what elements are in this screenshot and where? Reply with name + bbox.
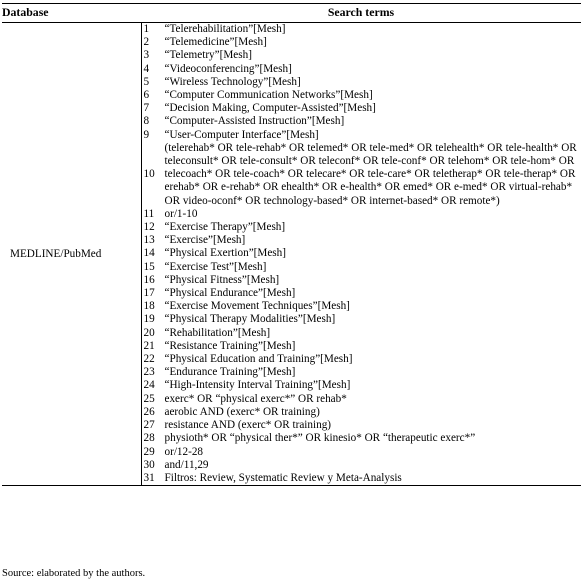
search-term-text: physioth* OR “physical ther*” OR kinesio* OR “therapeutic exerc*” [164, 432, 476, 445]
search-term-number: 16 [143, 273, 155, 286]
search-term-text: “Physical Exertion”[Mesh] [164, 247, 286, 260]
search-term-number: 17 [143, 287, 155, 300]
search-term-number: 15 [143, 260, 155, 273]
search-term-text: “Rehabilitation”[Mesh] [164, 326, 271, 339]
search-term-number: 4 [143, 62, 150, 75]
search-term-row [142, 115, 582, 128]
search-term-row [142, 142, 582, 208]
search-term-text: resistance AND (exerc* OR training) [164, 419, 332, 432]
search-term-row [142, 353, 582, 366]
search-term-text: “User-Computer Interface”[Mesh] [164, 128, 319, 141]
search-term-row [142, 340, 582, 353]
search-term-text: “Wireless Technology”[Mesh] [164, 75, 301, 88]
search-term-text: “Computer-Assisted Instruction”[Mesh] [164, 115, 345, 128]
search-term-number: 30 [143, 458, 155, 471]
search-term-row [142, 432, 582, 445]
search-term-number: 13 [143, 234, 155, 247]
search-terms-list [141, 23, 581, 486]
search-term-text: “Exercise Movement Techniques”[Mesh] [164, 300, 350, 313]
search-term-text: “Physical Education and Training”[Mesh] [164, 353, 353, 366]
search-term-number: 12 [143, 221, 155, 234]
search-term-text: “Resistance Training”[Mesh] [164, 339, 296, 352]
search-term-row [142, 208, 582, 221]
search-term-text: “Physical Fitness”[Mesh] [164, 273, 280, 286]
search-term-text: aerobic AND (exerc* OR training) [164, 405, 320, 418]
search-term-text: “Videoconferencing”[Mesh] [164, 62, 292, 75]
search-term-text: “Physical Endurance”[Mesh] [164, 287, 296, 300]
search-term-row [142, 221, 582, 234]
search-term-number: 14 [143, 247, 155, 260]
search-terms-table [2, 3, 581, 486]
search-term-number: 10 [143, 168, 155, 181]
source-note: Source: elaborated by the authors. [2, 568, 146, 579]
search-term-number: 6 [143, 89, 150, 102]
search-term-row [142, 419, 582, 432]
search-term-row [142, 89, 582, 102]
search-term-number: 7 [143, 102, 150, 115]
search-term-row [142, 23, 582, 36]
search-term-text: “Telemedicine”[Mesh] [164, 36, 267, 49]
search-term-text: (telerehab* OR tele-rehab* OR telemed* OR tele-med* OR telehealth* OR tele-health* OR teleconsult* OR tele-consult* OR teleconf* OR tele-conf* OR telehom* OR tele-hom* OR telecoach* OR tele-coach* OR telecare* OR tele-care* OR teletherap* OR tele-therap* OR erehab* OR e-rehab* OR ehealth* OR e-health* OR emed* OR e-med* OR virtual-rehab* OR video-oconf* OR technology-based* OR internet-based* OR remote*) [164, 141, 577, 207]
search-term-number: 28 [143, 432, 155, 445]
search-term-row [142, 36, 582, 49]
search-term-text: exerc* OR “physical exerc*” OR rehab* [164, 392, 347, 405]
search-term-row [142, 459, 582, 472]
search-term-row [142, 102, 582, 115]
search-term-number: 31 [143, 471, 155, 484]
header-search-terms: Search terms [141, 4, 581, 23]
search-term-number: 18 [143, 300, 155, 313]
search-term-text: or/1-10 [164, 207, 198, 220]
search-term-number: 20 [143, 326, 155, 339]
search-term-row [142, 274, 582, 287]
search-term-row [142, 63, 582, 76]
search-term-number: 11 [143, 207, 155, 220]
search-term-number: 5 [143, 75, 150, 88]
search-term-row [142, 234, 582, 247]
search-term-text: Filtros: Review, Systematic Review y Meta-Analysis [164, 471, 402, 484]
search-term-text: “High-Intensity Interval Training”[Mesh] [164, 379, 351, 392]
header-database: Database [2, 4, 141, 23]
search-term-row [142, 327, 582, 340]
search-term-text: “Decision Making, Computer-Assisted”[Mesh] [164, 102, 376, 115]
search-term-row [142, 129, 582, 142]
search-term-number: 23 [143, 366, 155, 379]
search-term-text: “Exercise Therapy”[Mesh] [164, 221, 286, 234]
search-term-text: “Telerehabilitation”[Mesh] [164, 23, 286, 35]
search-term-text: “Exercise Test”[Mesh] [164, 260, 267, 273]
search-term-number: 21 [143, 339, 155, 352]
table-header-row [2, 4, 581, 23]
search-term-row [142, 379, 582, 392]
search-term-number: 2 [143, 36, 150, 49]
database-name: MEDLINE/PubMed [2, 23, 141, 486]
search-term-row [142, 366, 582, 379]
search-term-row [142, 49, 582, 62]
search-term-number: 19 [143, 313, 155, 326]
search-term-row [142, 472, 582, 485]
search-term-text: “Endurance Training”[Mesh] [164, 366, 296, 379]
search-term-number: 8 [143, 115, 150, 128]
search-term-text: “Exercise”[Mesh] [164, 234, 246, 247]
search-term-row [142, 247, 582, 260]
search-term-row [142, 287, 582, 300]
table-body-row [2, 23, 581, 486]
search-term-row [142, 300, 582, 313]
search-term-text: and/11,29 [164, 458, 209, 471]
search-term-row [142, 406, 582, 419]
search-term-number: 9 [143, 128, 150, 141]
search-term-row [142, 313, 582, 326]
search-term-number: 27 [143, 419, 155, 432]
search-term-number: 29 [143, 445, 155, 458]
search-term-row [142, 446, 582, 459]
search-term-text: “Computer Communication Networks”[Mesh] [164, 89, 373, 102]
search-term-number: 1 [143, 23, 150, 35]
search-term-row [142, 76, 582, 89]
search-term-text: “Telemetry”[Mesh] [164, 49, 252, 62]
search-term-text: “Physical Therapy Modalities”[Mesh] [164, 313, 336, 326]
search-term-text: or/12-28 [164, 445, 204, 458]
search-term-number: 24 [143, 379, 155, 392]
search-term-number: 26 [143, 405, 155, 418]
search-term-row [142, 261, 582, 274]
search-term-number: 3 [143, 49, 150, 62]
search-term-number: 25 [143, 392, 155, 405]
search-term-number: 22 [143, 353, 155, 366]
search-term-row [142, 393, 582, 406]
